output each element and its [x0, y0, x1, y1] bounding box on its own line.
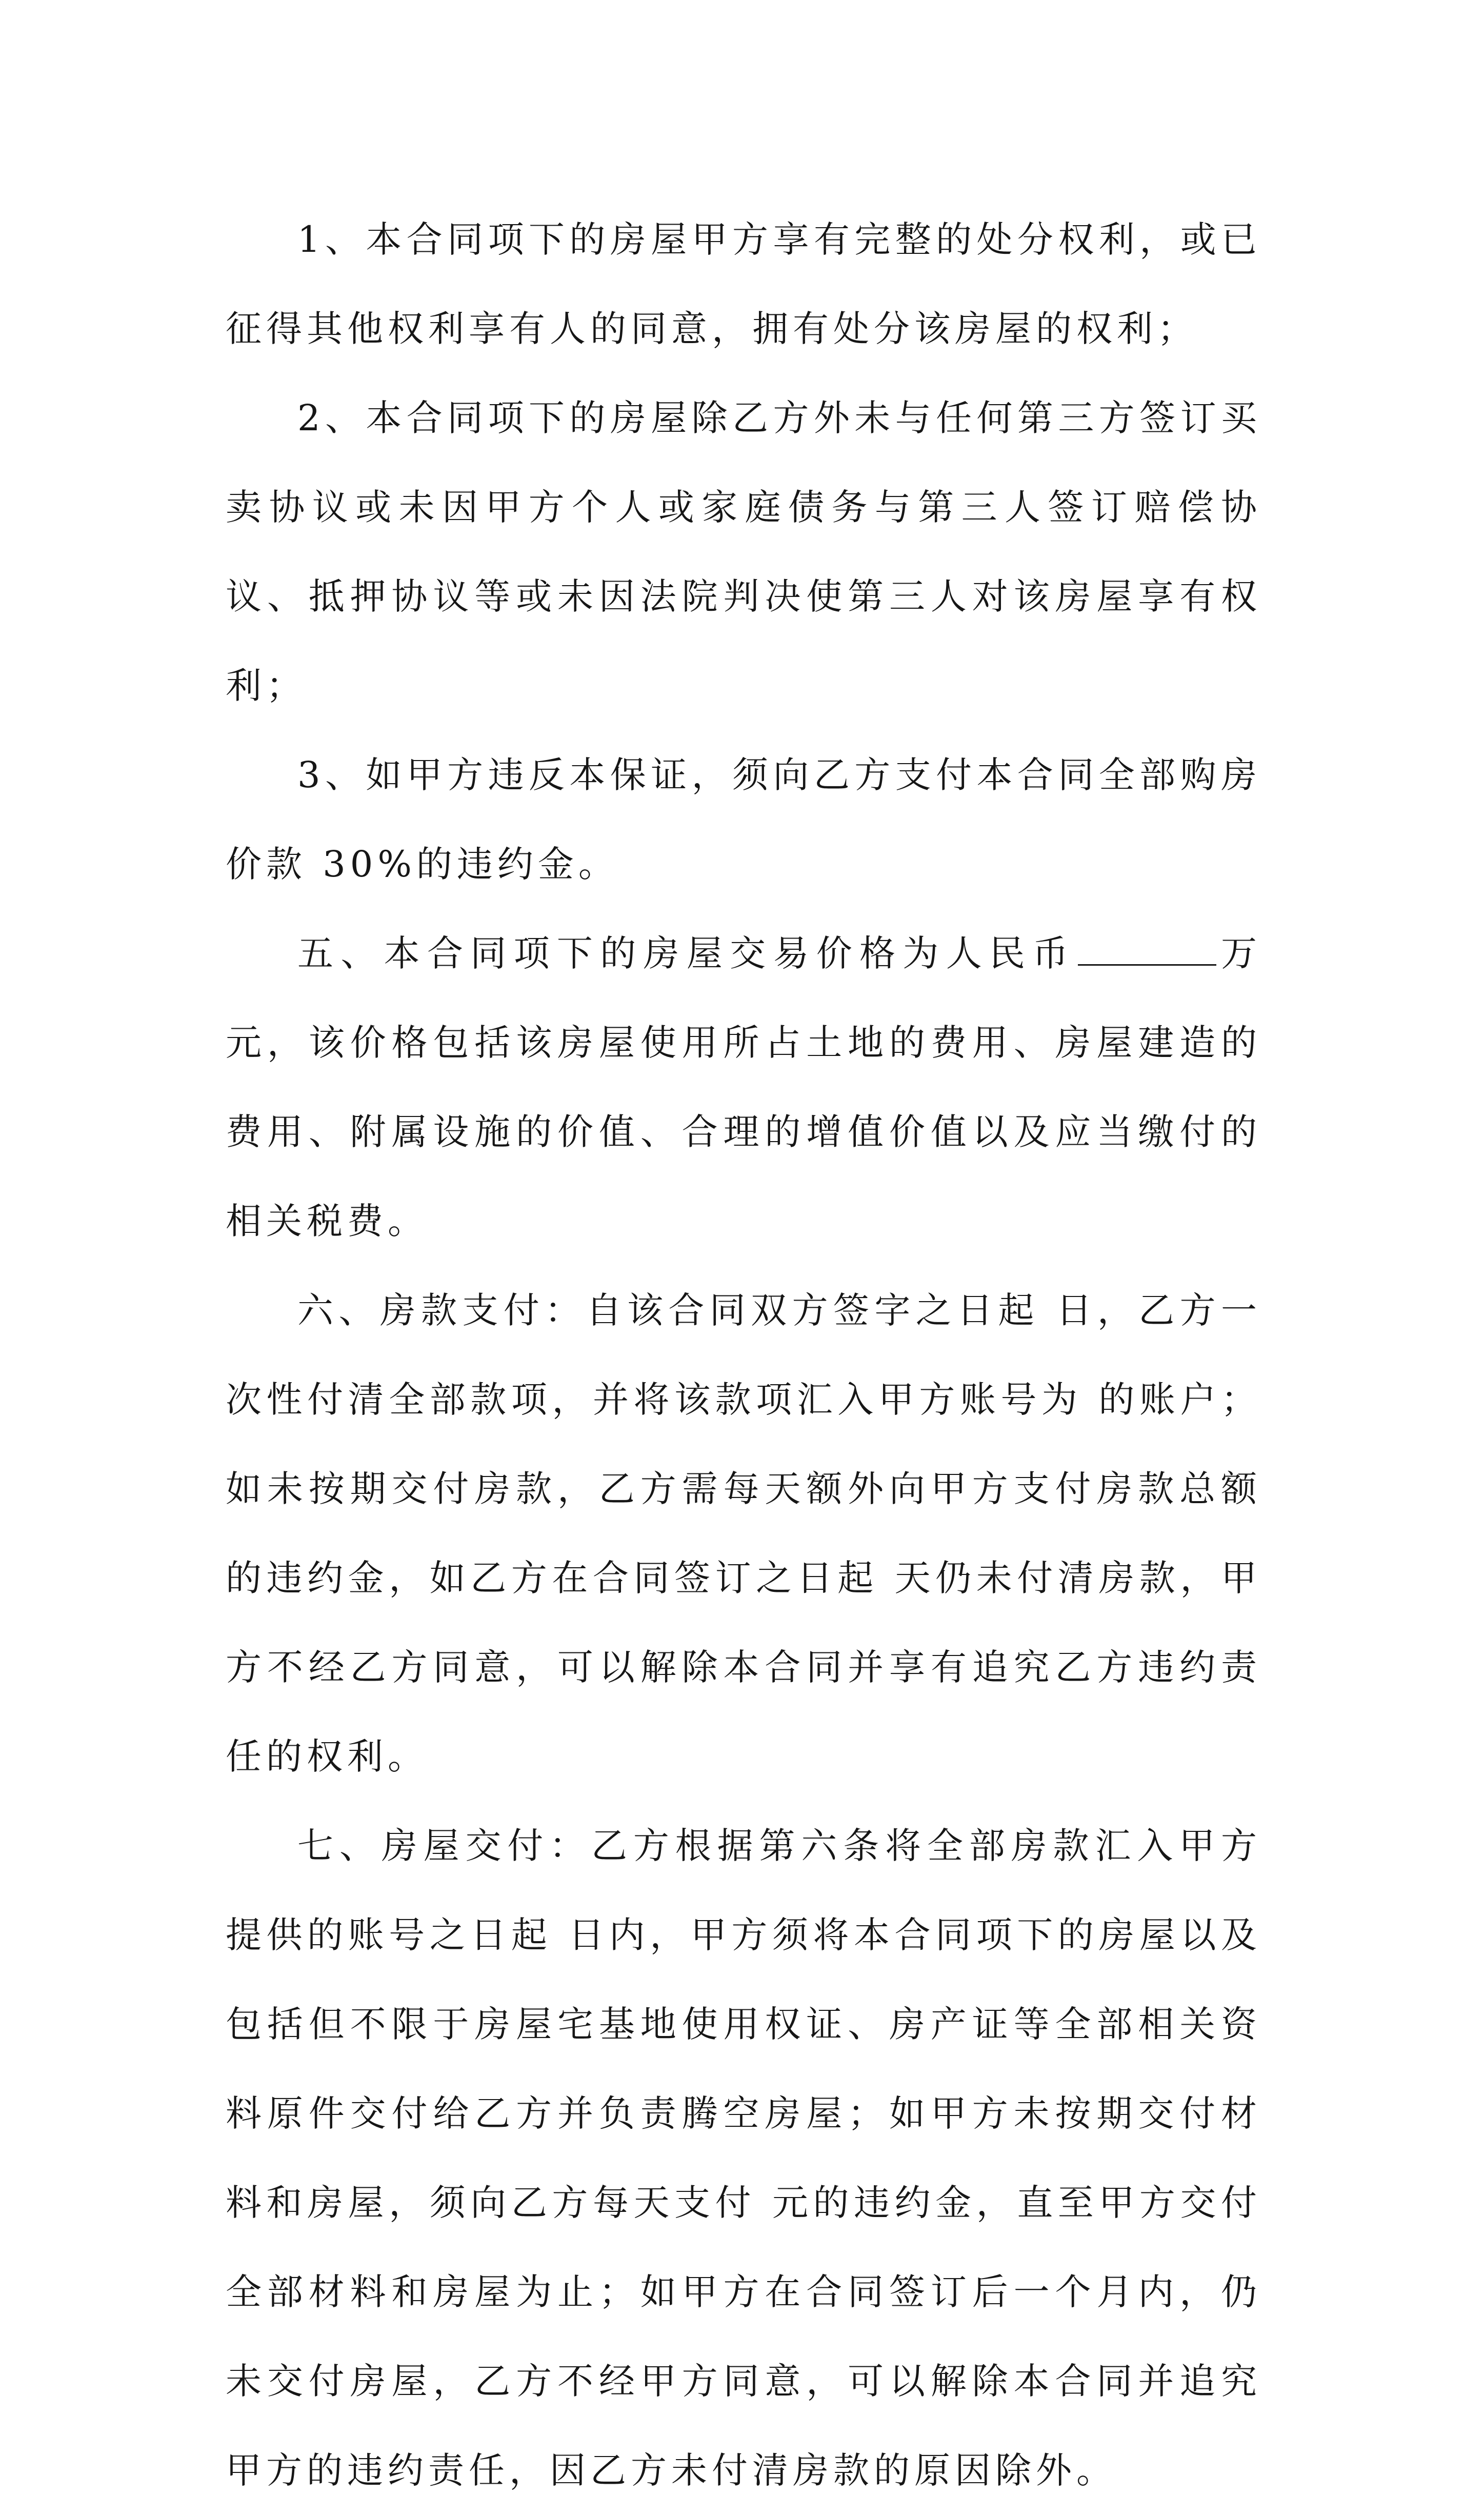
price-blank-line — [1078, 932, 1216, 966]
clause-1: 1、本合同项下的房屋甲方享有完整的处分权利，或已征得其他权利享有人的同意，拥有处分该房屋的权利； — [226, 218, 1261, 350]
clause-5-text-after: 万元，该价格包括该房屋使用所占土地的费用、房屋建造的费用、附属设施的价值、合理的增值价值以及应当缴付的相关税费。 — [226, 932, 1262, 1242]
clause-6-payment: 六、房款支付：自该合同双方签字之日起 日，乙方一次性付清全部款项，并将该款项汇入甲方账号为 的账户；如未按期交付房款，乙方需每天额外向甲方支付房款总额 的违约金，如乙方在合同签订之日起 天仍未付清房款，甲方不经乙方同意，可以解除本合同并享有追究乙方违约责任的权利。 — [226, 1289, 1261, 1778]
clause-7-delivery: 七、房屋交付：乙方根据第六条将全部房款汇入甲方提供的账号之日起 日内，甲方须将本合同项下的房屋以及包括但不限于房屋宅基地使用权证、房产证等全部相关资料原件交付给乙方并负责腾空房屋；如甲方未按期交付材料和房屋，须向乙方每天支付 元的违约金，直至甲方交付全部材料和房屋为止；如甲方在合同签订后一个月内，仍未交付房屋，乙方不经甲方同意，可以解除本合同并追究甲方的违约责任，因乙方未付清房款的原因除外。 — [226, 1825, 1261, 2491]
clause-3: 3、如甲方违反本保证，须向乙方支付本合同全部购房价款 30%的违约金。 — [226, 754, 1261, 885]
clause-5-text-before: 五、本合同项下的房屋交易价格为人民币 — [297, 932, 1076, 974]
clause-5-price — [226, 909, 1261, 1266]
clause-2: 2、本合同项下的房屋除乙方外未与任何第三方签订买卖协议或未因甲方个人或家庭债务与第三人签订赔偿协议、抵押协议等或未因法院判决使第三人对该房屋享有权利； — [226, 397, 1261, 707]
contract-body — [226, 195, 1261, 2515]
